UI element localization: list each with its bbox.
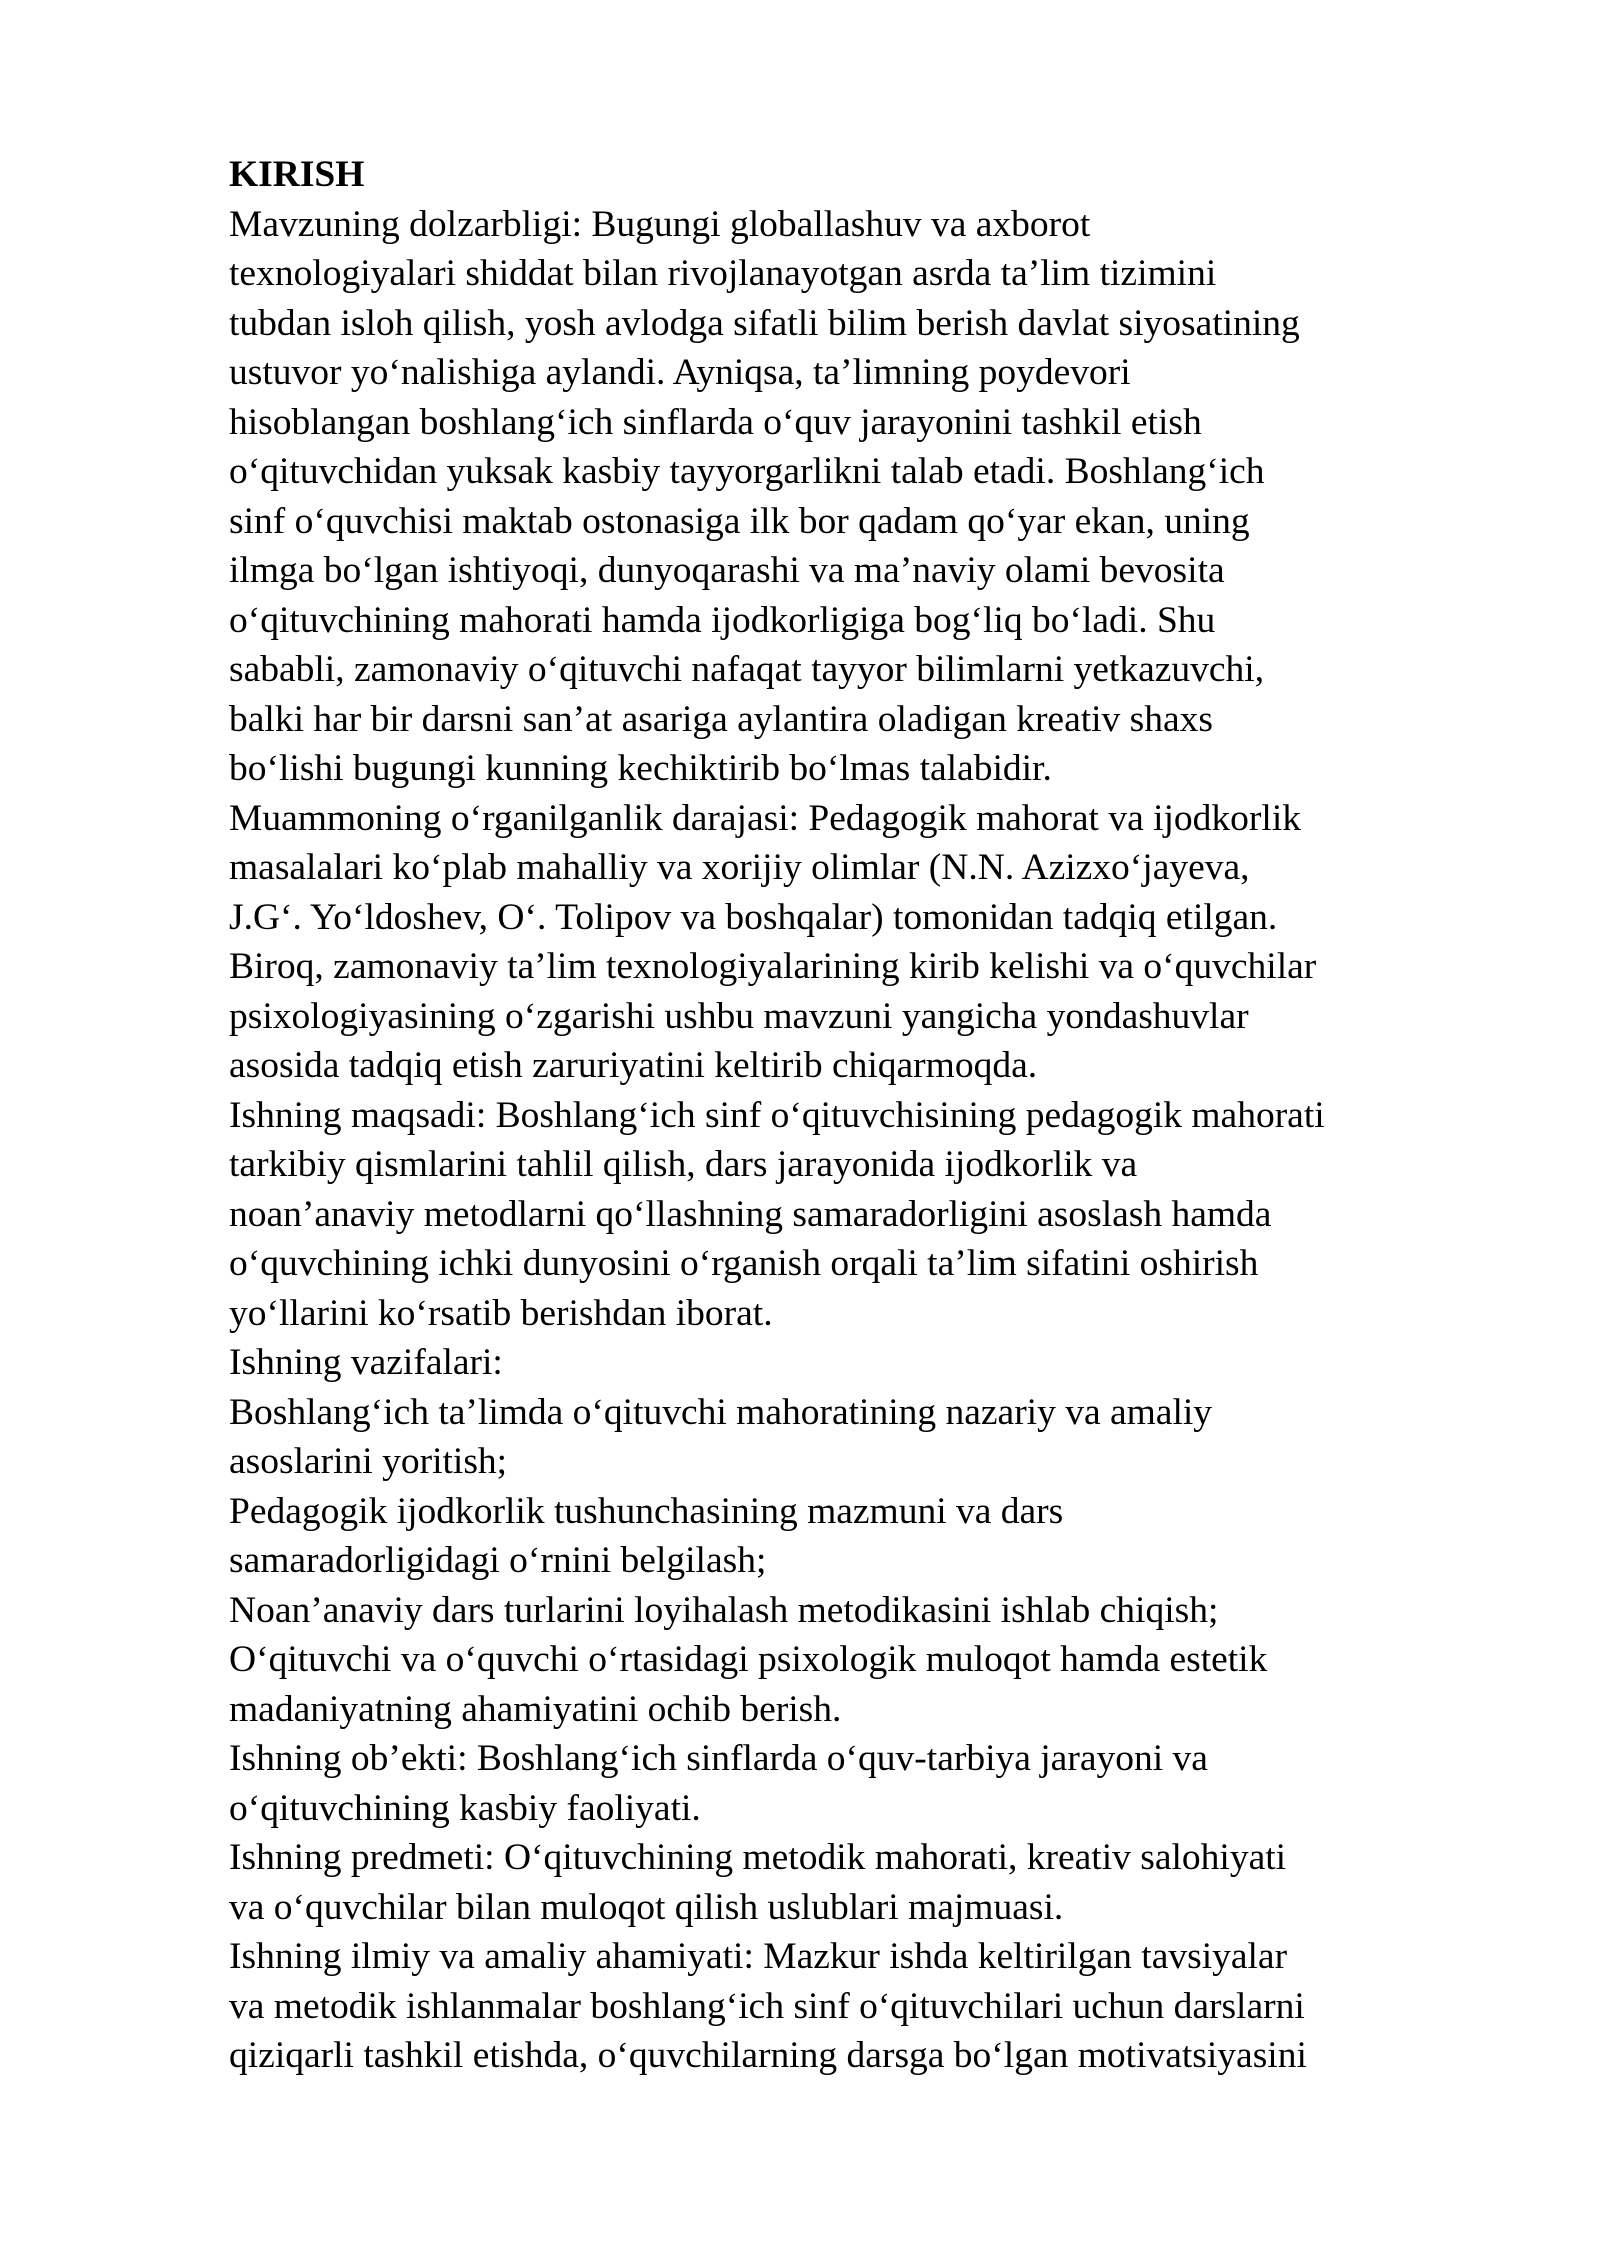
text-line: Biroq, zamonaviy ta’lim texnologiyalarining kirib kelishi va oʻquvchilar [229,946,1317,987]
text-line: psixologiyasining oʻzgarishi ushbu mavzuni yangicha yondashuvlar [229,995,1249,1037]
text-line: Ishning ilmiy va amaliy ahamiyati: Mazkur ishda keltirilgan tavsiyalar [229,1936,1288,1977]
section-heading: KIRISH [229,154,365,195]
text-line: ilmga boʻlgan ishtiyoqi, dunyoqarashi va ma’naviy olami bevosita [229,550,1225,591]
text-line: oʻquvchining ichki dunyosini oʻrganish orqali ta’lim sifatini oshirish [229,1243,1259,1284]
text-line: Ishning predmeti: Oʻqituvchining metodik mahorati, kreativ salohiyati [229,1837,1287,1878]
text-line: sinf oʻquvchisi maktab ostonasiga ilk bor qadam qoʻyar ekan, uning [229,500,1250,542]
text-line: asosida tadqiq etish zaruriyatini keltirib chiqarmoqda. [229,1045,1038,1086]
text-line: masalalari koʻplab mahalliy va xorijiy olimlar (N.N. Azizxoʻjayeva, [229,847,1250,888]
text-line: Pedagogik ijodkorlik tushunchasining mazmuni va dars [229,1490,1064,1532]
text-line: madaniyatning ahamiyatini ochib berish. [229,1688,842,1730]
text-line: Muammoning oʻrganilganlik darajasi: Pedagogik mahorat va ijodkorlik [229,797,1302,839]
text-line: oʻqituvchining kasbiy faoliyati. [229,1787,701,1829]
text-line: asoslarini yoritish; [229,1441,508,1482]
text-line: texnologiyalari shiddat bilan rivojlanayotgan asrda ta’lim tizimini [229,253,1217,294]
text-line: J.Gʻ. Yoʻldoshev, Oʻ. Tolipov va boshqalar) tomonidan tadqiq etilgan. [229,896,1278,938]
text-line: oʻqituvchidan yuksak kasbiy tayyorgarlikni talab etadi. Boshlangʻich [229,451,1265,492]
text-line: sababli, zamonaviy oʻqituvchi nafaqat tayyor bilimlarni yetkazuvchi, [229,649,1265,690]
text-line: Ishning vazifalari: [229,1342,503,1383]
text-line: yoʻllarini koʻrsatib berishdan iborat. [229,1292,773,1334]
text-line: Ishning ob’ekti: Boshlangʻich sinflarda oʻquv-tarbiya jarayoni va [229,1738,1208,1779]
text-line: tarkibiy qismlarini tahlil qilish, dars jarayonida ijodkorlik va [229,1144,1138,1185]
text-line: Noan’anaviy dars turlarini loyihalash metodikasini ishlab chiqish; [229,1589,1219,1631]
text-line: hisoblangan boshlangʻich sinflarda oʻquv jarayonini tashkil etish [229,401,1202,443]
text-line: ustuvor yoʻnalishiga aylandi. Ayniqsa, ta’limning poydevori [229,352,1131,393]
text-line: va metodik ishlanmalar boshlangʻich sinf oʻqituvchilari uchun darslarni [229,1985,1305,2027]
document-body [229,150,1549,2081]
text-line: Oʻqituvchi va oʻquvchi oʻrtasidagi psixologik muloqot hamda estetik [229,1639,1268,1680]
text-line: oʻqituvchining mahorati hamda ijodkorligiga bogʻliq boʻladi. Shu [229,599,1216,641]
text-line: Ishning maqsadi: Boshlangʻich sinf oʻqituvchisining pedagogik mahorati [229,1094,1325,1136]
text-line: Mavzuning dolzarbligi: Bugungi globallashuv va axborot [229,203,1091,245]
text-line: noan’anaviy metodlarni qoʻllashning samaradorligini asoslash hamda [229,1193,1272,1235]
text-line: qiziqarli tashkil etishda, oʻquvchilarning darsga boʻlgan motivatsiyasini [229,2035,1307,2076]
text-line: samaradorligidagi oʻrnini belgilash; [229,1540,767,1581]
text-line: va oʻquvchilar bilan muloqot qilish uslublari majmuasi. [229,1886,1064,1928]
text-line: tubdan isloh qilish, yosh avlodga sifatli bilim berish davlat siyosatining [229,302,1300,344]
text-line: Boshlangʻich ta’limda oʻqituvchi mahoratining nazariy va amaliy [229,1391,1213,1433]
document-paragraphs [229,200,1549,2081]
text-line: balki har bir darsni san’at asariga aylantira oladigan kreativ shaxs [229,698,1214,740]
text-line: boʻlishi bugungi kunning kechiktirib boʻlmas talabidir. [229,748,1052,789]
